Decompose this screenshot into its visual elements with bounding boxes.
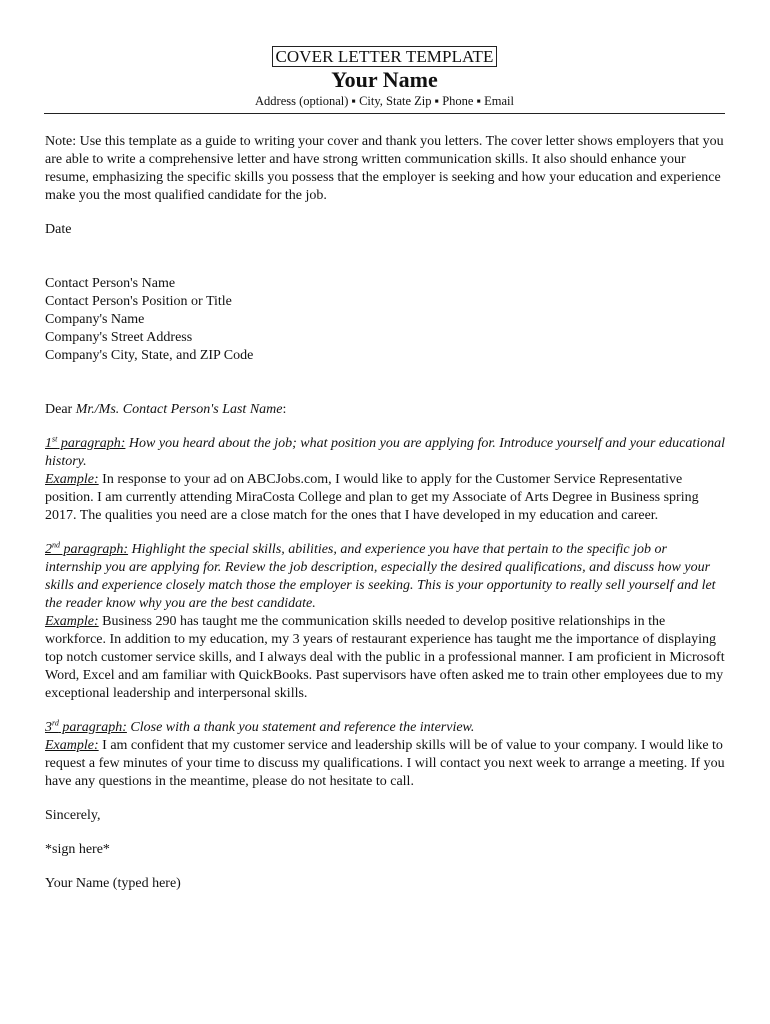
typed-name: Your Name (typed here): [45, 876, 181, 891]
paragraph-2-instruction: 2nd paragraph: Highlight the special skills, abilities, and experience you have that pertain to the specific job or internship you are applying for. Review the job description, especially the desired qualifications, and discuss how your skills and experience closely match those the employer is seeking. This is your opportunity to really sell yourself and let the reader know why you are the best candidate.: [45, 540, 716, 611]
paragraph-2-example: Example: Business 290 has taught me the communication skills needed to develop positive relationships in the workforce. In addition to my education, my 3 years of restaurant experience has taught me the importance of displaying top notch customer service skills, and I always deal with the public in a professional manner. I am proficient in Microsoft Word, Excel and am familiar with QuickBooks. Past supervisors have often asked me to train other employees due to my exceptional leadership and interpersonal skills.: [45, 614, 725, 701]
paragraph-3-section: [45, 719, 725, 791]
letter-body: [45, 133, 725, 893]
salutation: Dear Mr./Ms. Contact Person's Last Name:: [45, 402, 287, 417]
paragraph-3-instruction: 3rd paragraph: Close with a thank you statement and reference the interview.: [45, 718, 475, 735]
recipient-city-state-zip: Company's City, State, and ZIP Code: [45, 348, 254, 363]
paragraph-1-example: Example: In response to your ad on ABCJobs.com, I would like to apply for the Customer Service Representative position. I am currently attending MiraCosta College and plan to get my Associate of Arts Degree in Business spring 2017. The qualities you need are a close match for the ones that I have developed in my education and career.: [45, 472, 699, 523]
contact-info-line: Address (optional) ▪ City, State Zip ▪ Phone ▪ Email: [255, 94, 514, 108]
recipient-title: Contact Person's Position or Title: [45, 294, 232, 309]
recipient-block: [45, 275, 725, 365]
paragraph-2-section: [45, 541, 725, 703]
recipient-name: Contact Person's Name: [45, 276, 176, 291]
signature-placeholder: *sign here*: [45, 842, 110, 857]
date-line: Date: [45, 222, 72, 237]
closing-line: Sincerely,: [45, 808, 101, 823]
example-label: Example:: [45, 738, 99, 753]
note-paragraph: Note: Use this template as a guide to writing your cover and thank you letters. The cover letter shows employers that you are able to write a comprehensive letter and have strong written communication skills. It also should enhance your resume, emphasizing the specific skills you possess that the employer is seeking and how your education and experience make you the most qualified candidate for the job.: [45, 134, 724, 203]
paragraph-3-label: 3rd paragraph:: [45, 718, 127, 735]
header-divider: [44, 113, 725, 114]
letter-header: [44, 46, 725, 109]
template-title: COVER LETTER TEMPLATE: [272, 46, 496, 67]
your-name-heading: Your Name: [331, 67, 438, 92]
paragraph-1-label: 1st paragraph:: [45, 434, 126, 451]
paragraph-1-section: [45, 435, 725, 525]
paragraph-3-example: Example: I am confident that my customer service and leadership skills will be of value to your company. I would like to request a few minutes of your time to discuss my qualifications. I will contact you next week to arrange a meeting. If you have any questions in the meantime, please do not hesitate to call.: [45, 738, 725, 789]
salutation-name: Mr./Ms. Contact Person's Last Name: [75, 402, 283, 417]
example-label: Example:: [45, 614, 99, 629]
paragraph-2-label: 2nd paragraph:: [45, 540, 129, 557]
recipient-street: Company's Street Address: [45, 330, 193, 345]
recipient-company: Company's Name: [45, 312, 145, 327]
paragraph-1-instruction: 1st paragraph: How you heard about the job; what position you are applying for. Introduce yourself and your educational history.: [45, 434, 726, 469]
example-label: Example:: [45, 472, 99, 487]
